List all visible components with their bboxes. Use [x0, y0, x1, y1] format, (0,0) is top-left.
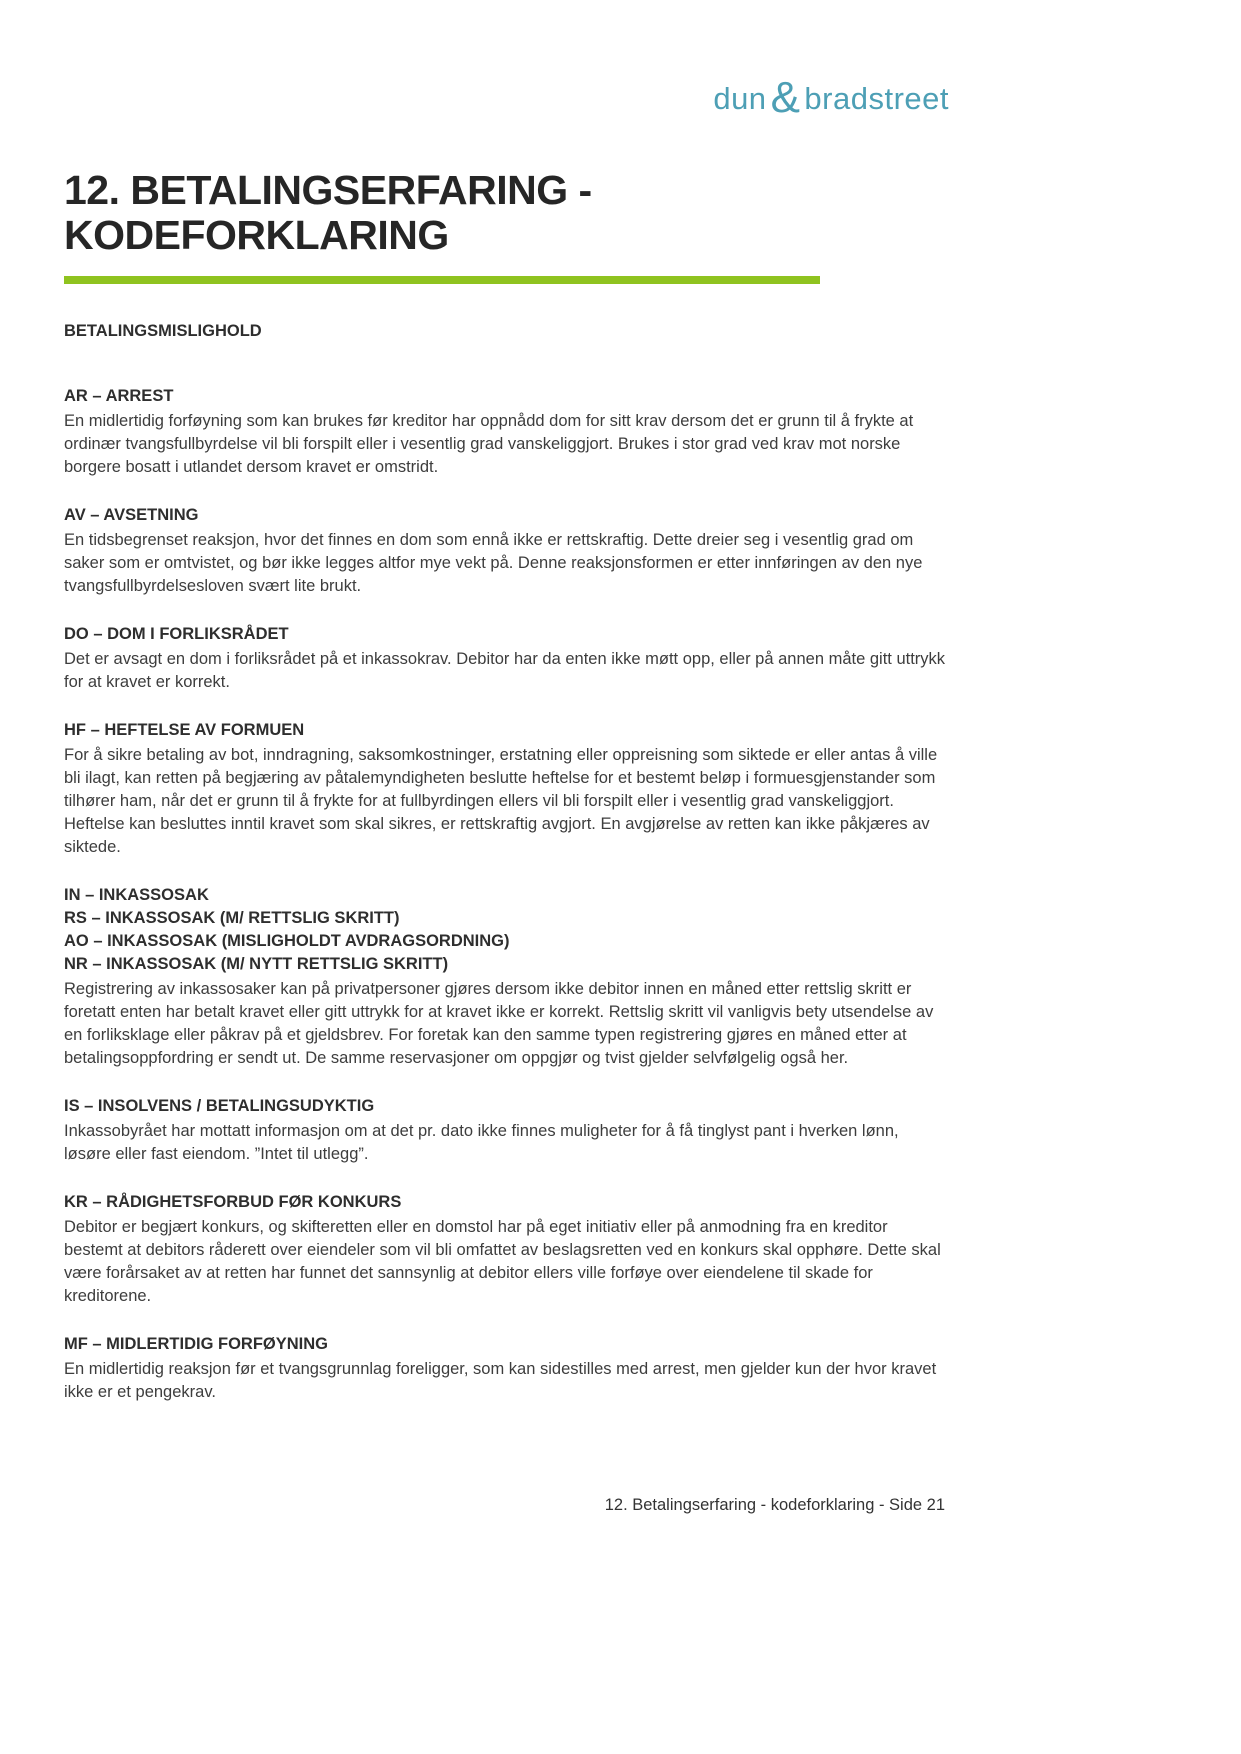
dun-bradstreet-logo	[713, 70, 949, 120]
entry-heading: AV – AVSETNING	[64, 506, 199, 524]
code-entry-hf	[64, 719, 948, 859]
entry-body: Registrering av inkassosaker kan på privatpersoner gjøres dersom ikke debitor innen en måned etter rettslig skritt er foretatt enten har betalt kravet eller gitt uttrykk for at kravet ikke er korrekt. Rettslig skritt vil vanligvis bety utsendelse av en forliksklage eller påkrav på et gjeldsbrev. For foretak kan den samme typen registrering gjøres en måned etter at betalingsoppfordring er sendt ut. De samme reservasjoner om oppgjør og tvist gjelder selvfølgelig også her.	[64, 980, 934, 1067]
entry-heading: AR – ARREST	[64, 387, 174, 405]
entry-heading: NR – INKASSOSAK (M/ NYTT RETTSLIG SKRITT)	[64, 955, 449, 973]
entry-body: Inkassobyrået har mottatt informasjon om at det pr. dato ikke finnes muligheter for å få tinglyst pant i hverken lønn, løsøre eller fast eiendom. ”Intet til utlegg”.	[64, 1122, 899, 1163]
code-entry-is	[64, 1095, 948, 1166]
entry-body: Debitor er begjært konkurs, og skifteretten eller en domstol har på eget initiativ eller på anmodning fra en kreditor bestemt at debitors råderett over eiendeler som vil bli omfattet av beslagsretten ved en konkurs skal opphøre. Dette skal være forårsaket av at retten har funnet det sannsynlig at debitor ellers ville forføye over eiendelene til skade for kreditorene.	[64, 1218, 941, 1305]
page-title: 12. BETALINGSERFARING - KODEFORKLARING	[64, 167, 592, 259]
entry-heading: MF – MIDLERTIDIG FORFØYNING	[64, 1335, 328, 1353]
title-underline-rule	[64, 276, 820, 284]
logo-word-dun: dun	[713, 81, 767, 116]
logo-ampersand-icon: &	[770, 73, 801, 122]
entry-body: En midlertidig forføyning som kan brukes før kreditor har oppnådd dom for sitt krav dersom det er grunn til å frykte at ordinær tvangsfullbyrdelse vil bli forspilt eller i vesentlig grad vanskeliggjort. Brukes i stor grad ved krav mot norske borgere bosatt i utlandet dersom kravet er omstridt.	[64, 412, 914, 476]
logo-word-bradstreet: bradstreet	[804, 81, 949, 116]
entry-heading: IN – INKASSOSAK	[64, 886, 209, 904]
entry-body: En tidsbegrenset reaksjon, hvor det finnes en dom som ennå ikke er rettskraftig. Dette dreier seg i vesentlig grad om saker som er omtvistet, og bør ikke legges altfor mye vekt på. Denne reaksjonsformen er etter innføringen av den nye tvangsfullbyrdelsesloven svært lite brukt.	[64, 531, 923, 595]
section-label: BETALINGSMISLIGHOLD	[64, 322, 262, 340]
code-entry-do	[64, 623, 948, 694]
page-footer: 12. Betalingserfaring - kodeforklaring - Side 21	[604, 1496, 945, 1514]
entry-heading: IS – INSOLVENS / BETALINGSUDYKTIG	[64, 1097, 375, 1115]
entry-heading: KR – RÅDIGHETSFORBUD FØR KONKURS	[64, 1193, 402, 1211]
document-body	[64, 320, 948, 1429]
code-entry-mf	[64, 1333, 948, 1404]
entry-heading: AO – INKASSOSAK (MISLIGHOLDT AVDRAGSORDNING)	[64, 932, 510, 950]
entry-heading: DO – DOM I FORLIKSRÅDET	[64, 625, 289, 643]
page-header	[64, 168, 948, 284]
entry-heading: RS – INKASSOSAK (M/ RETTSLIG SKRITT)	[64, 909, 400, 927]
code-entry-av	[64, 504, 948, 598]
entry-heading: HF – HEFTELSE AV FORMUEN	[64, 721, 305, 739]
code-entry-in-rs-ao-nr	[64, 884, 948, 1070]
entry-body: En midlertidig reaksjon før et tvangsgrunnlag foreligger, som kan sidestilles med arrest, men gjelder kun der hvor kravet ikke er et pengekrav.	[64, 1360, 937, 1401]
entry-body: Det er avsagt en dom i forliksrådet på et inkassokrav. Debitor har da enten ikke møtt opp, eller på annen måte gitt uttrykk for at kravet er korrekt.	[64, 650, 946, 691]
entry-body: For å sikre betaling av bot, inndragning, saksomkostninger, erstatning eller oppreisning som siktede er eller antas å ville bli ilagt, kan retten på begjæring av påtalemyndigheten beslutte heftelse for et bestemt beløp i formuesgjenstander som tilhører ham, når det er grunn til å frykte for at fullbyrdingen ellers vil bli forspilt eller i vesentlig grad vanskeliggjort. Heftelse kan besluttes inntil kravet som skal sikres, er rettskraftig avgjort. En avgjørelse av retten kan ikke påkjæres av siktede.	[64, 746, 938, 856]
code-entry-kr	[64, 1191, 948, 1308]
code-entry-ar	[64, 385, 948, 479]
